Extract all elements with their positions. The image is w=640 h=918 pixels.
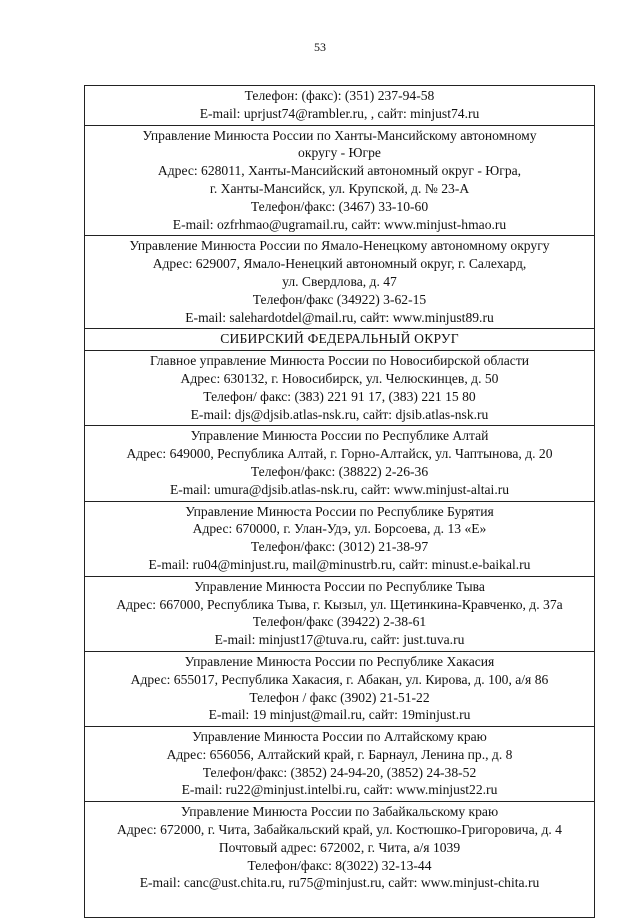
table-row: [85, 351, 595, 426]
table-row: [85, 236, 595, 329]
entry-cell-novosibirsk: [85, 351, 595, 426]
table-row: [85, 727, 595, 802]
postal-address-line: Почтовый адрес: 672002, г. Чита, а/я 1039: [218, 839, 461, 855]
entry-cell-altai-krai: [85, 727, 595, 802]
office-name-line: Управление Минюста России по Республике Хакасия: [184, 653, 495, 669]
phone-line: Телефон/факс (34922) 3-62-15: [252, 291, 427, 307]
address-line: Адрес: 628011, Ханты-Мансийский автономный округ - Югра,: [157, 163, 522, 179]
address-line: Адрес: 656056, Алтайский край, г. Барнаул, Ленина пр., д. 8: [166, 746, 513, 762]
entry-cell-khakassia: [85, 651, 595, 726]
phone-line: Телефон / факс (3902) 21-51-22: [249, 689, 430, 705]
phone-line: Телефон: (факс): (351) 237-94-58: [244, 88, 435, 103]
entry-cell-khanty-mansiysk: [85, 125, 595, 236]
phone-line: Телефон/факс: (3467) 33-10-60: [250, 198, 429, 214]
office-name-line: Управление Минюста России по Алтайскому краю: [192, 729, 487, 745]
phone-line: Телефон/факс: (3852) 24-94-20, (3852) 24-38-52: [202, 764, 477, 780]
office-name-line: Управление Минюста России по Ханты-Мансийскому автономному: [142, 127, 537, 143]
email-line: E-mail: ozfrhmao@ugramail.ru, сайт: www.minjust-hmao.ru: [172, 216, 507, 232]
address-line: Адрес: 667000, Республика Тыва, г. Кызыл, ул. Щетинкина-Кравченко, д. 37а: [116, 596, 563, 612]
office-name-line: Управление Минюста России по Забайкальскому краю: [180, 804, 499, 820]
table-row: [85, 86, 595, 126]
email-line: E-mail: ru22@minjust.intelbi.ru, сайт: www.minjust22.ru: [181, 782, 498, 798]
table-row: [85, 501, 595, 576]
entry-cell-buryatia: [85, 501, 595, 576]
directory-table: [84, 85, 595, 918]
entry-cell-zabaykalsky: [85, 802, 595, 918]
address-line: ул. Свердлова, д. 47: [282, 273, 397, 289]
page-number: 53: [314, 40, 326, 54]
office-name-line: Управление Минюста России по Ямало-Ненецкому автономному округу: [129, 238, 550, 254]
entry-cell-chelyabinsk: [85, 86, 595, 126]
address-line: Адрес: 649000, Республика Алтай, г. Горно-Алтайск, ул. Чаптынова, д. 20: [126, 446, 553, 462]
section-title: СИБИРСКИЙ ФЕДЕРАЛЬНЫЙ ОКРУГ: [220, 331, 459, 347]
table-row: [85, 651, 595, 726]
email-line: E-mail: canc@ust.chita.ru, ru75@minjust.ru, сайт: www.minjust-chita.ru: [139, 875, 540, 891]
email-line: E-mail: djs@djsib.atlas-nsk.ru, сайт: djsib.atlas-nsk.ru: [190, 406, 489, 422]
office-name-line: Управление Минюста России по Республике Бурятия: [185, 503, 494, 519]
address-line: Адрес: 672000, г. Чита, Забайкальский край, ул. Костюшко-Григоровича, д. 4: [117, 822, 562, 838]
email-line: E-mail: umura@djsib.atlas-nsk.ru, сайт: www.minjust-altai.ru: [169, 481, 510, 497]
email-line: E-mail: ru04@minjust.ru, mail@minustrb.ru, сайт: minust.e-baikal.ru: [148, 556, 531, 572]
entry-cell-altai-republic: [85, 426, 595, 501]
phone-line: Телефон/факс: (3012) 21-38-97: [250, 539, 429, 555]
email-line: E-mail: 19 minjust@mail.ru, сайт: 19minjust.ru: [208, 707, 471, 723]
phone-line: Телефон/факс: (38822) 2-26-36: [250, 463, 429, 479]
table-row: [85, 802, 595, 918]
office-name-line: Управление Минюста России по Республике Тыва: [194, 578, 485, 594]
office-name-line: округу - Югре: [298, 145, 381, 161]
email-line: E-mail: salehardotdel@mail.ru, сайт: www.minjust89.ru: [185, 309, 494, 325]
table-row: [85, 576, 595, 651]
section-header-siberian-district: [85, 329, 595, 351]
email-line: E-mail: uprjust74@rambler.ru, , сайт: minjust74.ru: [199, 105, 480, 121]
office-name-line: Управление Минюста России по Республике Алтай: [190, 428, 489, 444]
phone-line: Телефон/факс (39422) 2-38-61: [252, 614, 427, 630]
address-line: Адрес: 629007, Ямало-Ненецкий автономный округ, г. Салехард,: [152, 256, 527, 272]
address-line: Адрес: 655017, Республика Хакасия, г. Абакан, ул. Кирова, д. 100, а/я 86: [130, 671, 549, 687]
email-line: E-mail: minjust17@tuva.ru, сайт: just.tuva.ru: [214, 632, 465, 648]
table-row: [85, 426, 595, 501]
office-name-line: Главное управление Минюста России по Новосибирской области: [149, 353, 530, 369]
table-row: [85, 125, 595, 236]
table-row: [85, 329, 595, 351]
address-line: Адрес: 670000, г. Улан-Удэ, ул. Борсоева, д. 13 «Е»: [192, 521, 487, 537]
address-line: Адрес: 630132, г. Новосибирск, ул. Челюскинцев, д. 50: [180, 370, 499, 386]
phone-line: Телефон/факс: 8(3022) 32-13-44: [247, 857, 432, 873]
entry-cell-tyva: [85, 576, 595, 651]
address-line: г. Ханты-Мансийск, ул. Крупской, д. № 23-А: [209, 180, 470, 196]
phone-line: Телефон/ факс: (383) 221 91 17, (383) 221 15 80: [203, 388, 476, 404]
entry-cell-yamalo-nenets: [85, 236, 595, 329]
